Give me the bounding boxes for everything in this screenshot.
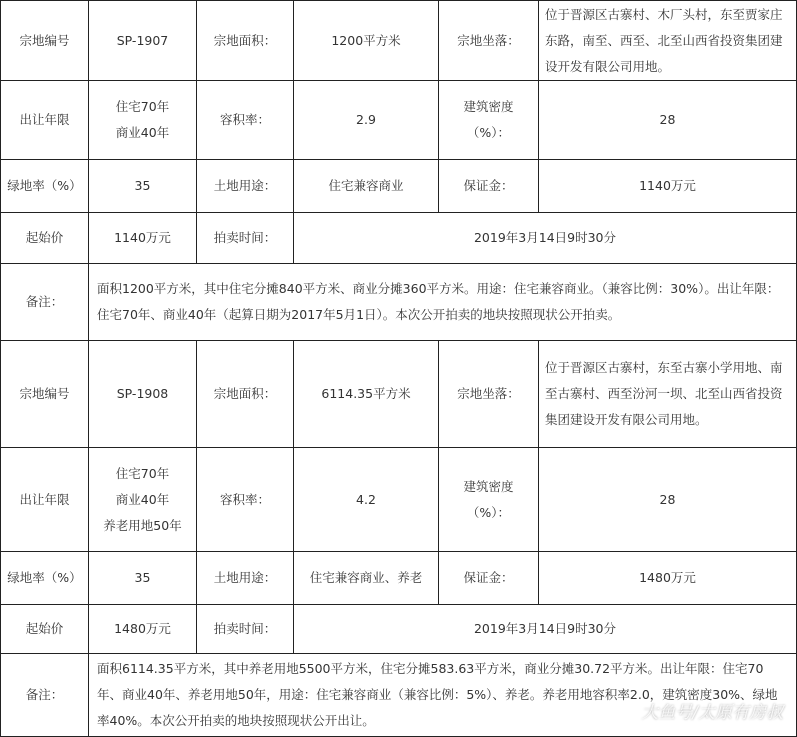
id-label-cell: 宗地编号 xyxy=(1,1,89,81)
use-cell: 住宅兼容商业、养老 xyxy=(294,552,439,605)
remark-label-cell: 备注： xyxy=(1,264,89,341)
id-label-cell: 宗地编号 xyxy=(1,341,89,448)
location-label-cell: 宗地坐落： xyxy=(439,341,539,448)
far-cell: 2.9 xyxy=(294,81,439,160)
term-cell xyxy=(89,81,197,160)
parcel-row-price xyxy=(1,605,797,654)
far-label-cell: 容积率： xyxy=(197,448,294,552)
parcel-row-term xyxy=(1,81,797,160)
parcel-row-price xyxy=(1,213,797,264)
area-cell: 1200平方米 xyxy=(294,1,439,81)
watermark: 大鱼号/太原有房叔 xyxy=(641,703,783,723)
deposit-cell: 1480万元 xyxy=(539,552,797,605)
remark-cell: 面积1200平方米，其中住宅分摊840平方米、商业分摊360平方米。用途：住宅兼容商业。（兼容比例：30%）。出让年限：住宅70年、商业40年（起算日期为2017年5月1日）。本次公开拍卖的地块按照现状公开拍卖。 xyxy=(89,264,797,341)
far-label-cell: 容积率： xyxy=(197,81,294,160)
remark-label-cell: 备注： xyxy=(1,654,89,737)
density-label-cell: 建筑密度（%）： xyxy=(439,448,539,552)
time-cell: 2019年3月14日9时30分 xyxy=(294,213,797,264)
location-cell: 位于晋源区古寨村、木厂头村，东至贾家庄东路，南至、西至、北至山西省投资集团建设开发有限公司用地。 xyxy=(539,1,797,81)
green-cell: 35 xyxy=(89,160,197,213)
parcel-row-green xyxy=(1,552,797,605)
deposit-cell: 1140万元 xyxy=(539,160,797,213)
parcel-row-id xyxy=(1,1,797,81)
term-line: 住宅70年 xyxy=(115,99,170,114)
deposit-label-cell: 保证金： xyxy=(439,160,539,213)
far-cell: 4.2 xyxy=(294,448,439,552)
density-cell: 28 xyxy=(539,448,797,552)
parcel-row-green xyxy=(1,160,797,213)
location-label-cell: 宗地坐落： xyxy=(439,1,539,81)
remark-cell: 面积6114.35平方米，其中养老用地5500平方米，住宅分摊583.63平方米，商业分摊30.72平方米。出让年限：住宅70年、商业40年、养老用地50年，用途：住宅兼容商业（兼容比例：5%）、养老。养老用地容积率2.0，建筑密度30%、绿地率40%。本次公开拍卖的地块按照现状公开出让。 xyxy=(89,654,797,737)
term-line: 养老用地50年 xyxy=(103,517,182,533)
term-line: 住宅70年 xyxy=(115,465,170,481)
term-label-cell: 出让年限 xyxy=(1,448,89,552)
use-label-cell: 土地用途： xyxy=(197,552,294,605)
time-cell: 2019年3月14日9时30分 xyxy=(294,605,797,654)
parcel-row-id xyxy=(1,341,797,448)
id-cell: SP-1908 xyxy=(89,341,197,448)
price-cell: 1140万元 xyxy=(89,213,197,264)
density-cell: 28 xyxy=(539,81,797,160)
term-label-cell: 出让年限 xyxy=(1,81,89,160)
time-label-cell: 拍卖时间： xyxy=(197,605,294,654)
parcel-row-term xyxy=(1,448,797,552)
density-label-cell: 建筑密度（%）： xyxy=(439,81,539,160)
green-label-cell: 绿地率（%） xyxy=(1,160,89,213)
price-label-cell: 起始价 xyxy=(1,605,89,654)
parcel-row-remark xyxy=(1,654,797,737)
deposit-label-cell: 保证金： xyxy=(439,552,539,605)
area-label-cell: 宗地面积： xyxy=(197,341,294,448)
id-cell: SP-1907 xyxy=(89,1,197,81)
parcel-row-remark xyxy=(1,264,797,341)
price-cell: 1480万元 xyxy=(89,605,197,654)
term-line: 商业40年 xyxy=(115,491,170,507)
term-line: 商业40年 xyxy=(115,125,170,140)
use-label-cell: 土地用途： xyxy=(197,160,294,213)
use-cell: 住宅兼容商业 xyxy=(294,160,439,213)
location-cell: 位于晋源区古寨村，东至古寨小学用地、南至古寨村、西至汾河一坝、北至山西省投资集团建设开发有限公司用地。 xyxy=(539,341,797,448)
green-cell: 35 xyxy=(89,552,197,605)
time-label-cell: 拍卖时间： xyxy=(197,213,294,264)
price-label-cell: 起始价 xyxy=(1,213,89,264)
green-label-cell: 绿地率（%） xyxy=(1,552,89,605)
area-cell: 6114.35平方米 xyxy=(294,341,439,448)
term-cell xyxy=(89,448,197,552)
area-label-cell: 宗地面积： xyxy=(197,1,294,81)
